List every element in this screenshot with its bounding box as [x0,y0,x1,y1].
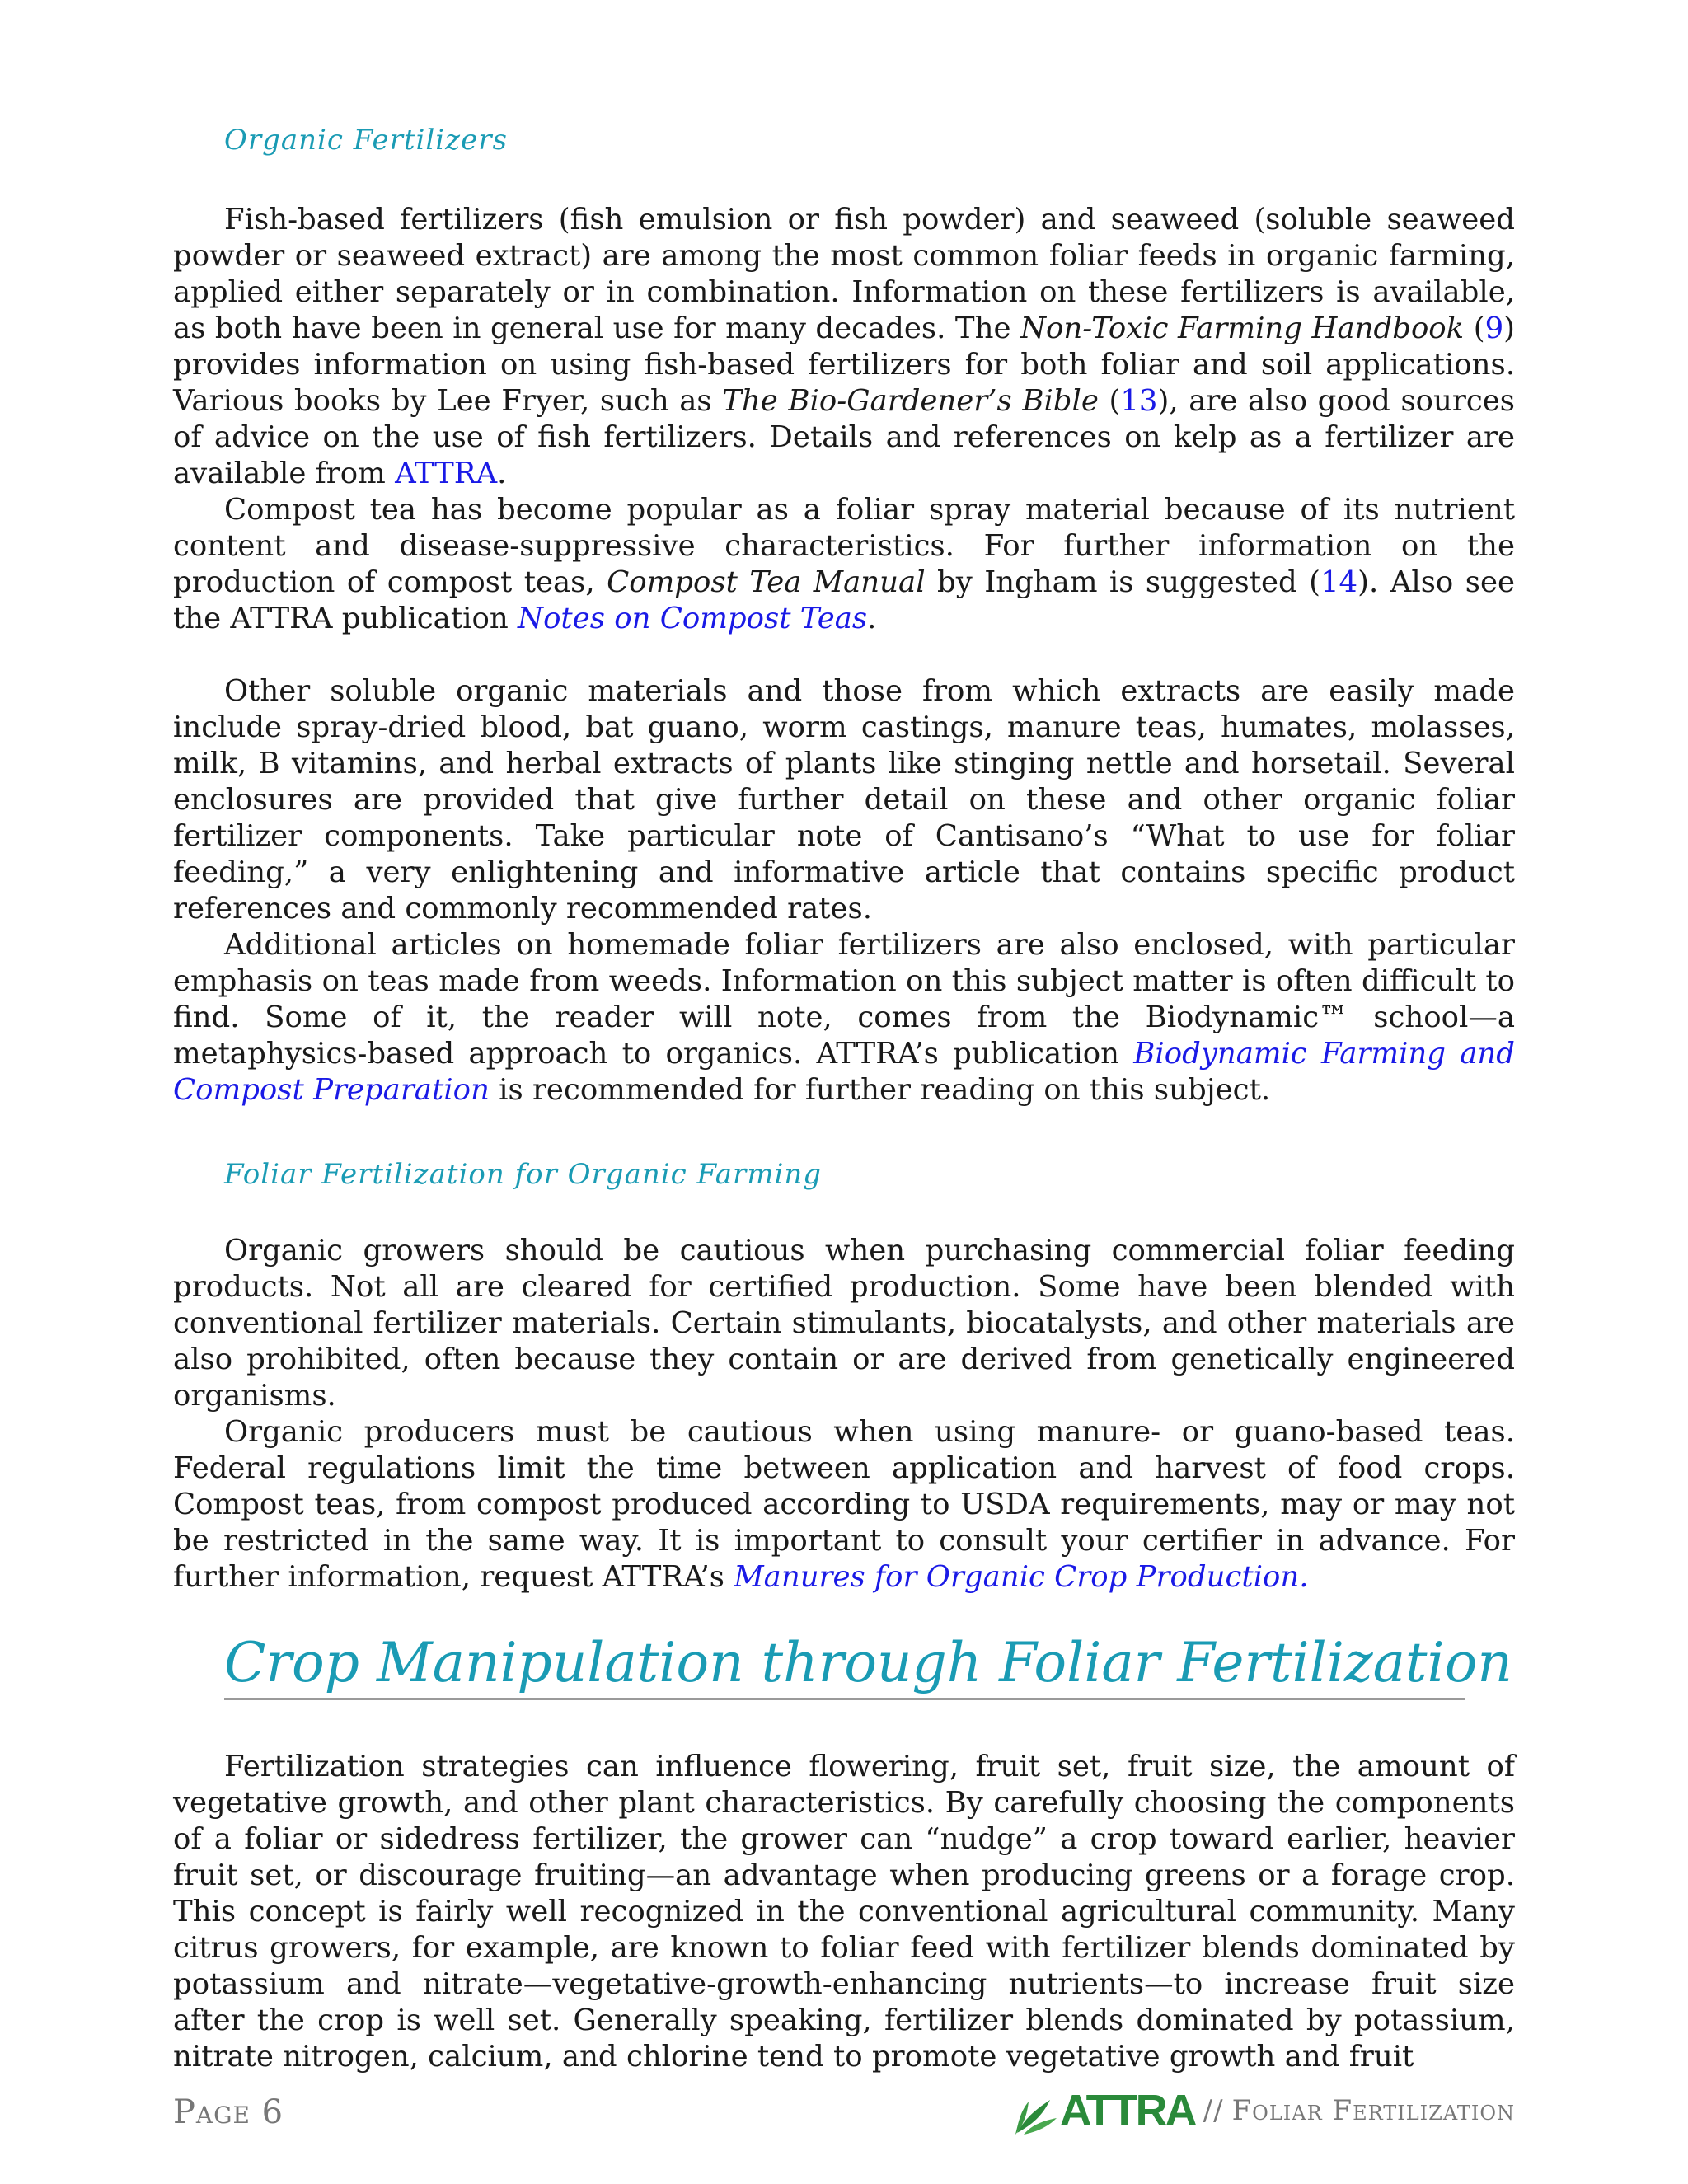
reference-link[interactable]: 13 [1120,384,1158,418]
page-number: Page 6 [173,2093,284,2131]
book-title: The Bio-Gardener’s Bible [722,384,1099,418]
paragraph-fish-seaweed: Fish-based fertilizers (fish emulsion or fish powder) and seaweed (soluble seaweed powder or seaweed extract) are among the most common foliar feeds in organic farming, applied either separately or in combination. Information on these fertilizers is available, as both have been in general use for many decades. The Non-Toxic Farming Handbook (9) provides information on using fish-based fertilizers for both foliar and soil applications. Various books by Lee Fryer, such as The Bio-Gardener’s Bible (13), are also good sources of advice on the use of fish fertilizers. Details and references on kelp as a fertilizer are available from ATTRA. [173,203,1516,490]
paragraph-commercial-products: Organic growers should be cautious when purchasing commercial foliar feeding products. Not all are cleared for certified production. Some have been blended with conventional fertilizer materials. Certain stimulants, biocatalysts, and other materials are also prohibited, often because they contain or are derived from genetically engineered organisms. [173,1234,1515,1413]
logo-text: ATTRA [1059,2086,1195,2135]
leaf-icon [1014,2093,1060,2136]
publication-link[interactable]: Biodynamic Farming and Compost Preparation [173,1037,1516,1107]
paragraph-fertilization-strategies: Fertilization strategies can influence flowering, fruit set, fruit size, the amount of vegetative growth, and other plant characteristics. By carefully choosing the components of a foliar or sidedress fertilizer, the grower can “nudge” a crop toward earlier, heavier fruit set, or discourage fruiting—an advantage when producing greens or a forage crop. This concept is fairly well recognized in the conventional agricultural community. Many citrus growers, for example, are known to foliar feed with fertilizer blends dominated by potassium and nitrate—vegetative-growth-enhancing nutrients—to increase fruit size after the crop is well set. Generally speaking, fertilizer blends dominated by potassium, nitrate nitrogen, calcium, and chlorine tend to promote vegetative growth and fruit [173,1750,1515,2074]
paragraph-manure-teas: Organic producers must be cautious when using manure- or guano-based teas. Federal regulations limit the time between application and harvest of food crops. Compost teas, from compost produced according to USDA requirements, may or may not be restricted in the same way. It is important to consult your certifier in advance. For further information, request ATTRA’s Manures for Organic Crop Production. [173,1415,1515,1594]
reference-link[interactable]: 9 [1484,312,1504,345]
attra-link[interactable]: ATTRA [395,457,498,490]
section-heading-rule [224,1628,1512,1700]
footer-title: Foliar Fertilization [1231,2094,1515,2127]
footer-separator: // [1203,2094,1224,2127]
book-title: Non-Toxic Farming Handbook [1020,312,1465,345]
section-heading-organic-fertilizers: Organic Fertilizers [224,124,508,157]
footer-branding [1014,2085,1515,2136]
section-heading-crop-manipulation: Crop Manipulation through Foliar Fertilization [224,1631,1512,1694]
section-heading-foliar-organic: Foliar Fertilization for Organic Farming [224,1158,823,1191]
book-title: Compost Tea Manual [607,565,926,599]
attra-logo [1014,2085,1195,2136]
paragraph-homemade-fertilizers: Additional articles on homemade foliar fertilizers are also enclosed, with particular emphasis on teas made from weeds. Information on this subject matter is often difficult to find. Some of it, the reader will note, comes from the Biodynamic™ school—a metaphysics-based approach to organics. ATTRA’s publication Biodynamic Farming and Compost Preparation is recommended for further reading on this subject. [173,928,1516,1107]
paragraph-soluble-organic: Other soluble organic materials and those from which extracts are easily made include spray-dried blood, bat guano, worm castings, manure teas, humates, molasses, milk, B vitamins, and herbal extracts of plants like stinging nettle and horsetail. Several enclosures are provided that give further detail on these and other organic foliar fertilizer components. Take particular note of Cantisano’s “What to use for foliar feeding,” a very enlightening and informative article that contains specific product references and commonly recommended rates. [173,674,1515,926]
publication-link[interactable]: Manures for Organic Crop Production. [734,1560,1309,1594]
reference-link[interactable]: 14 [1320,565,1358,599]
paragraph-compost-tea: Compost tea has become popular as a foliar spray material because of its nutrient content and disease-suppressive characteristics. For further information on the production of compost teas, Compost Tea Manual by Ingham is suggested (14). Also see the ATTRA publication Notes on Compost Teas. [173,493,1515,635]
publication-link[interactable]: Notes on Compost Teas [518,602,868,635]
